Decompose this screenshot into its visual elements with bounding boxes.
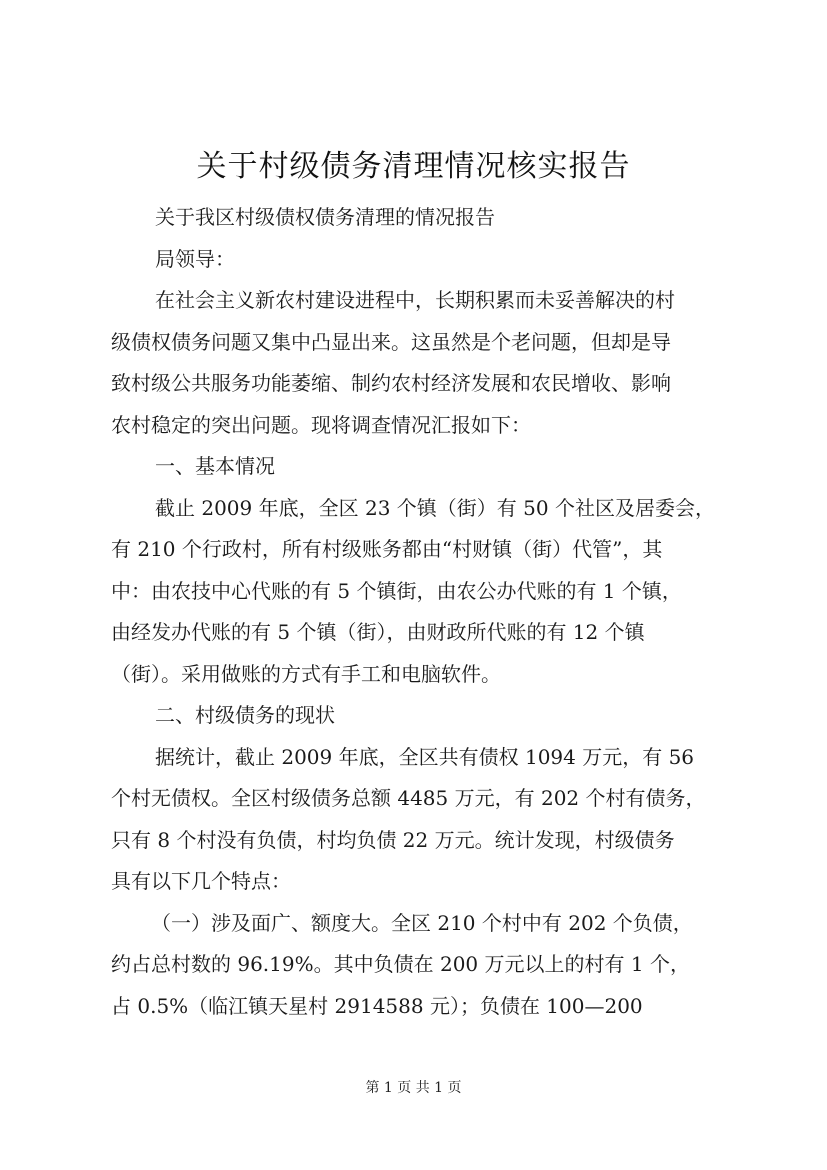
paragraph-line: 个村无债权。全区村级债务总额 4485 万元，有 202 个村有债务， [111,786,706,810]
paragraph-line: 农村稳定的突出问题。现将调查情况汇报如下： [111,412,531,437]
paragraph-line: 中：由农技中心代账的有 5 个镇街，由农公办代账的有 1 个镇， [111,578,682,603]
paragraph-line: 致村级公共服务功能萎缩、制约农村经济发展和农民增收、影响 [111,371,671,395]
paragraph-line: 在社会主义新农村建设进程中，长期积累而未妥善解决的村 [155,288,675,312]
section-heading: 二、村级债务的现状 [155,703,335,727]
paragraph-line: 约占总村数的 96.19%。其中负债在 200 万元以上的村有 1 个， [111,952,690,976]
paragraph-line: 截止 2009 年底，全区 23 个镇（街）有 50 个社区及居委会， [155,495,715,520]
document-body [111,197,731,1027]
document-title: 关于村级债务清理情况核实报告 [196,149,631,184]
paragraph-line: （街）。采用做账的方式有手工和电脑软件。 [111,661,501,686]
paragraph-line: 只有 8 个村没有负债，村均负债 22 万元。统计发现，村级债务 [111,827,675,852]
paragraph-line: （一）涉及面广、额度大。全区 210 个村中有 202 个负债， [151,910,693,935]
paragraph-line: 具有以下几个特点： [111,869,291,893]
paragraph-line: 由经发办代账的有 5 个镇（街），由财政所代账的有 12 个镇 [111,620,645,644]
paragraph-line: 据统计，截止 2009 年底，全区共有债权 1094 万元，有 56 [155,744,695,769]
section-heading: 一、基本情况 [155,454,275,478]
paragraph-line: 占 0.5%（临江镇天星村 2914588 元）；负债在 100—200 [111,993,643,1018]
salutation-line: 局领导： [155,246,235,271]
paragraph-line: 级债权债务问题又集中凸显出来。这虽然是个老问题，但却是导 [111,329,671,354]
page-footer: 第 1 页 共 1 页 [365,1080,462,1096]
subtitle-line: 关于我区村级债权债务清理的情况报告 [155,205,495,229]
paragraph-line: 有 210 个行政村，所有村级账务都由“村财镇（街）代管”，其 [111,537,663,561]
